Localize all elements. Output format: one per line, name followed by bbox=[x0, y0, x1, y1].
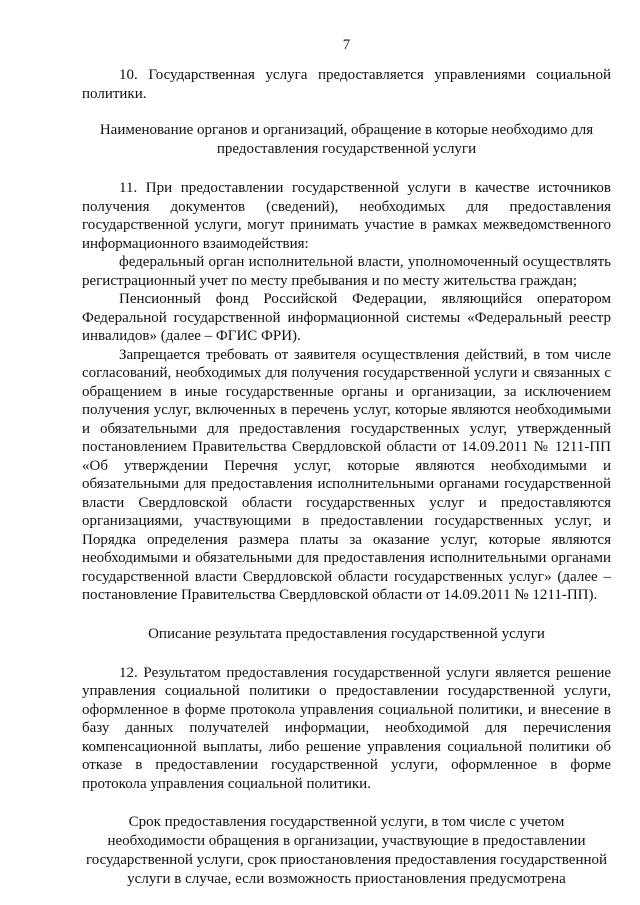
spacer bbox=[82, 793, 611, 813]
spacer bbox=[82, 103, 611, 121]
paragraph-11-item-pension-fund: Пенсионный фонд Российской Федерации, являющийся оператором Федеральной государственной информационной системы «Федеральный реестр инвалидов» (далее – ФГИС ФРИ). bbox=[82, 291, 611, 344]
spacer bbox=[82, 644, 611, 664]
paragraph-11-prohibition: Запрещается требовать от заявителя осуществления действий, в том числе согласований, необходимых для получения государственной услуги и связанных с обращением в иные государственные органы и организации, за исключением получения услуг, включенных в перечень услуг, которые являются необходимыми и обязательными для предоставления государственных услуг, утвержденный постановлением Правительства Свердловской области от 14.09.2011 № 1211-ПП «Об утверждении Перечня услуг, которые являются необходимыми и обязательными для предоставления исполнительными органами государственной власти Свердловской области государственных услуг и предоставляются организациями, участвующими в предоставлении государственных услуг, и Порядка определения размера платы за оказание услуг, которые являются необходимыми и обязательными для предоставления исполнительными органами государственной власти Свердловской области государственных услуг» (далее – постановление Правительства Свердловской области от 14.09.2011 № 1211-ПП). bbox=[82, 346, 611, 603]
spacer bbox=[82, 159, 611, 179]
paragraph-11: 11. При предоставлении государственной услуги в качестве источников получения документов (сведений), необходимых для предоставления государственной услуги, могут принимать участие в рамках межведомственного информационного взаимодействия: bbox=[82, 180, 611, 252]
paragraph-11-item-federal-organ: федеральный орган исполнительной власти, уполномоченный осуществлять регистрационный учет по месту пребывания и по месту жительства граждан; bbox=[82, 254, 611, 289]
section-heading-term: Срок предоставления государственной услуги, в том числе с учетом необходимости обращения в организации, участвующие в предоставлении государственной услуги, срок приостановления предоставления государственной услуги в случае, если возможность приостановления предусмотрена bbox=[85, 814, 608, 887]
section-heading-result: Описание результата предоставления государственной услуги bbox=[148, 625, 545, 642]
page-number: 7 bbox=[342, 37, 351, 53]
paragraph-10: 10. Государственная услуга предоставляется управлениями социальной политики. bbox=[82, 67, 611, 102]
section-heading-organizations: Наименование органов и организаций, обращение в которые необходимо для предоставления государственной услуги bbox=[99, 122, 594, 157]
paragraph-12: 12. Результатом предоставления государственной услуги является решение управления социальной политики о предоставлении государственной услуги, оформленное в форме протокола управления социальной политики, и внесение в базу данных получателей информации, необходимой для перечисления компенсационной выплаты, либо решение управления социальной политики об отказе в предоставлении государственной услуги, оформленное в форме протокола управления социальной политики. bbox=[82, 664, 611, 792]
spacer bbox=[82, 605, 611, 625]
